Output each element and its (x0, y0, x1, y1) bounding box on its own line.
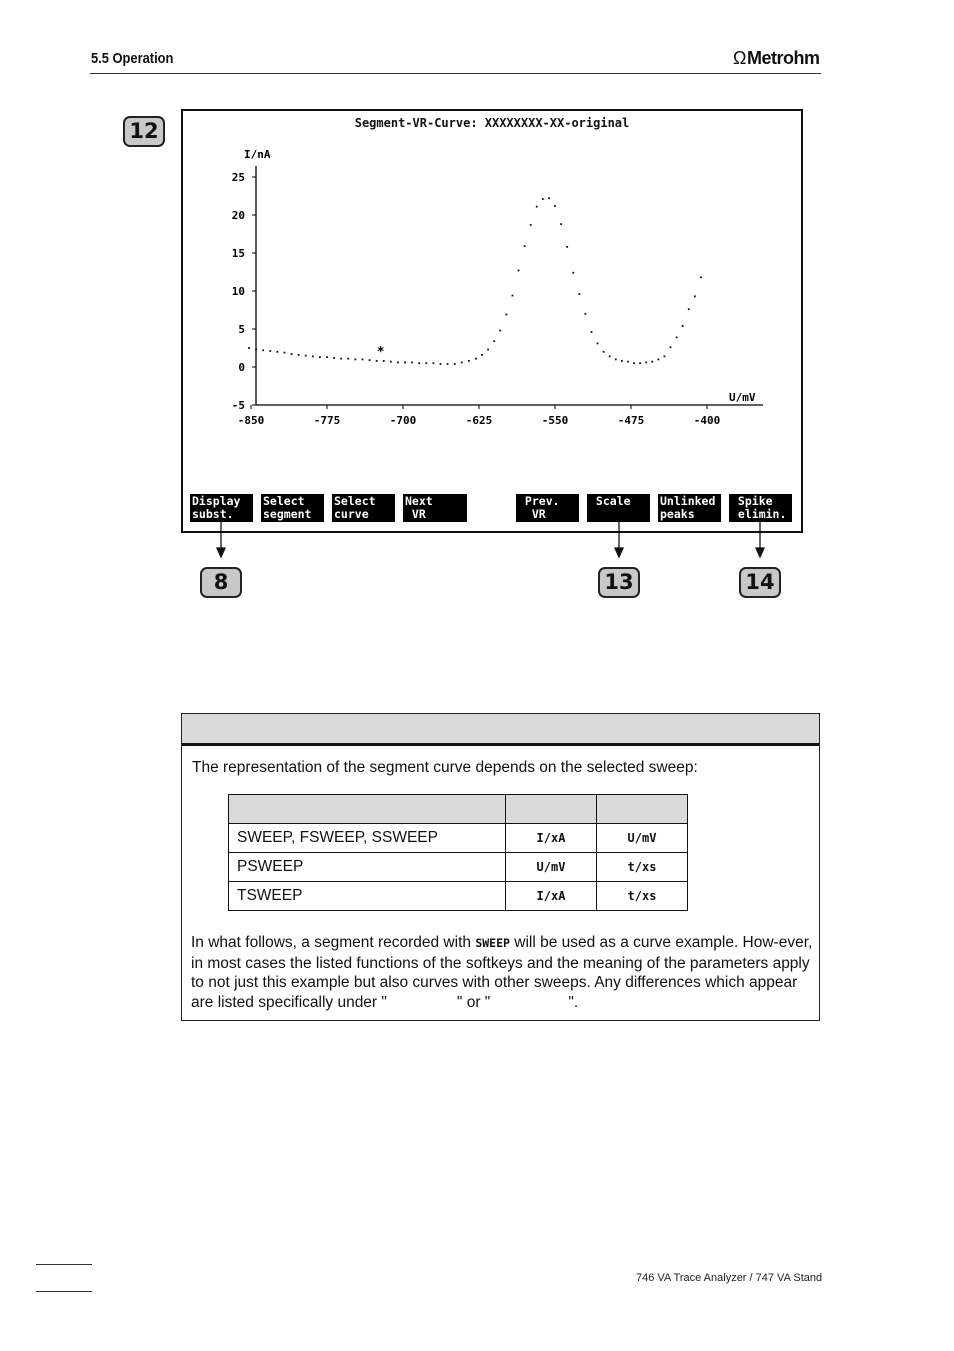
table-row (229, 824, 688, 853)
omega-icon: Ω (733, 48, 746, 68)
table-row (229, 853, 688, 882)
x-unit: t/xs (597, 882, 688, 911)
sweep-name: SWEEP, FSWEEP, SSWEEP (229, 824, 506, 853)
table-header-cell (597, 795, 688, 824)
panel-header-bar (182, 714, 819, 746)
sweep-keyword: SWEEP (475, 936, 510, 950)
arrowhead-scale (615, 548, 623, 557)
y-tick-label: 10 (231, 285, 245, 298)
y-unit: U/mV (506, 853, 597, 882)
footer-rule-top (36, 1264, 92, 1265)
softkey-display-subst[interactable]: Display subst. (190, 494, 253, 522)
y-tick-label: -5 (231, 399, 245, 412)
x-tick-label: -700 (389, 414, 417, 427)
softkey-unlinked-peaks[interactable]: Unlinked peaks (658, 494, 721, 522)
softkey-select-curve[interactable]: Select curve (332, 494, 395, 522)
x-axis-label: U/mV (729, 391, 756, 404)
y-tick-label: 5 (238, 323, 245, 336)
table-row (229, 882, 688, 911)
y-unit: I/xA (506, 824, 597, 853)
para-text-3: " or " (456, 993, 491, 1011)
y-tick-label: 15 (231, 247, 245, 260)
softkey-scale[interactable]: Scale (587, 494, 650, 522)
x-tick-label: -475 (617, 414, 645, 427)
y-tick-label: 20 (231, 209, 245, 222)
step-badge-14: 14 (739, 567, 781, 598)
screen-title: Segment-VR-Curve: XXXXXXXX-XX-original (354, 116, 630, 130)
x-tick-label: -550 (541, 414, 569, 427)
info-panel (181, 713, 820, 1021)
step-badge-8: 8 (200, 567, 242, 598)
callout-arrows (0, 0, 954, 600)
table-header-cell (229, 795, 506, 824)
sweep-name: PSWEEP (229, 853, 506, 882)
footer-product: 746 VA Trace Analyzer / 747 VA Stand (636, 1272, 823, 1284)
x-tick-label: -850 (237, 414, 265, 427)
para-text-2: will be used as a curve example. How-ever, in most cases the listed functions of the softkeys and the meaning of the parameters apply to not just this example but also curves with other sweeps. Any differences which appear are listed specifically under " (191, 934, 813, 1011)
softkey-prev-vr[interactable]: Prev. VR (516, 494, 579, 522)
x-tick-label: -625 (465, 414, 493, 427)
softkey-select-segment[interactable]: Select segment (261, 494, 324, 522)
para-text-4: ". (568, 993, 579, 1011)
x-unit: U/mV (597, 824, 688, 853)
arrowhead-display (217, 548, 225, 557)
x-tick-label: -400 (693, 414, 721, 427)
softkey-next-vr[interactable]: Next VR (403, 494, 467, 522)
footer-rule-bottom (36, 1291, 92, 1292)
step-badge-13: 13 (598, 567, 640, 598)
arrowhead-spike (756, 548, 764, 557)
para-text-1: In what follows, a segment recorded with (191, 934, 476, 951)
table-header-cell (506, 795, 597, 824)
brand-name: Metrohm (746, 48, 820, 68)
sweep-axis-table (228, 794, 688, 911)
softkey-spike-elimin[interactable]: Spike elimin. (729, 494, 792, 522)
y-axis-label: I/nA (244, 148, 271, 161)
y-tick-label: 25 (231, 171, 245, 184)
step-badge-12: 12 (123, 116, 165, 147)
x-tick-label: -775 (313, 414, 341, 427)
description-paragraph (191, 933, 813, 1012)
x-unit: t/xs (597, 853, 688, 882)
section-heading: 5.5 Operation (91, 50, 174, 67)
table-header-row (229, 795, 688, 824)
cursor-marker: * (376, 345, 385, 361)
panel-intro: The representation of the segment curve depends on the selected sweep: (192, 759, 698, 776)
y-unit: I/xA (506, 882, 597, 911)
y-tick-label: 0 (238, 361, 245, 374)
sweep-name: TSWEEP (229, 882, 506, 911)
